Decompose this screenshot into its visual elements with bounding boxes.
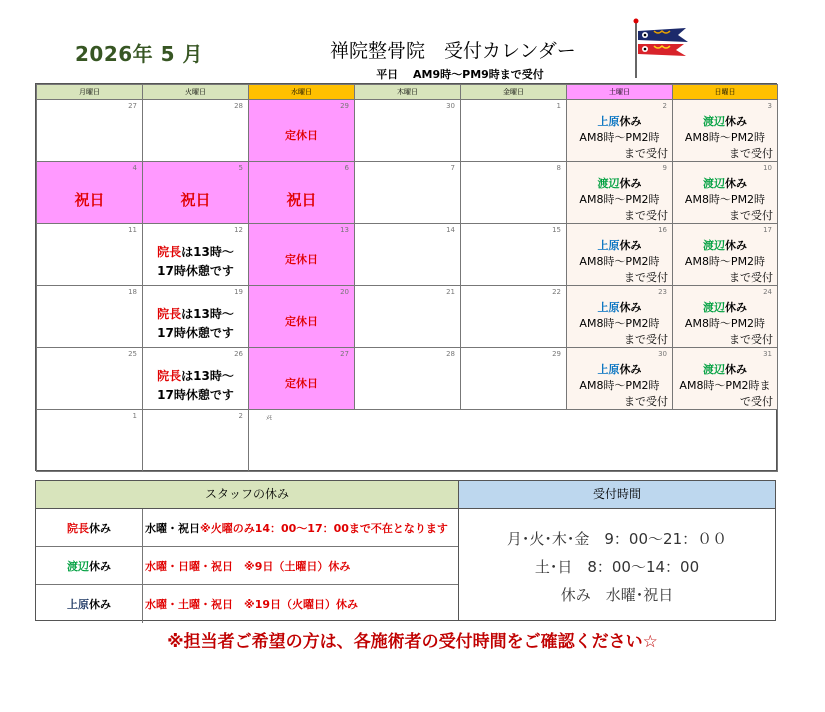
- day-number: 13: [340, 226, 349, 234]
- staff-off-note: [567, 114, 672, 162]
- calendar-week: [37, 286, 778, 348]
- day-cell: [355, 100, 461, 162]
- day-number: 18: [128, 288, 137, 296]
- weekday-header-fri: 金曜日: [461, 85, 567, 100]
- holiday-label: 祝日: [286, 191, 317, 209]
- reception-hours-table: [459, 480, 776, 621]
- day-number: 14: [446, 226, 455, 234]
- director-name: 院長: [157, 245, 182, 259]
- day-cell: [249, 286, 355, 348]
- day-number: 8: [556, 164, 561, 172]
- calendar-week: [37, 410, 778, 472]
- hours-line-weekdays: 月･火･木･金 9：00～21：００: [506, 530, 728, 548]
- day-number: 6: [344, 164, 349, 172]
- day-number: 27: [340, 350, 349, 358]
- day-cell: [355, 286, 461, 348]
- day-number: 29: [552, 350, 561, 358]
- day-number: 25: [128, 350, 137, 358]
- hours-line-weekend: 土･日 8：00～14：00: [534, 558, 700, 576]
- staff-off-note: [567, 238, 672, 286]
- staff-off-suffix: 休み: [619, 239, 642, 252]
- day-number: 17: [763, 226, 772, 234]
- day-cell: [37, 100, 143, 162]
- staff-row: [36, 585, 458, 623]
- reception-until: で受付: [740, 395, 773, 408]
- staff-off-suffix: 休み: [725, 301, 747, 314]
- day-number: 2: [238, 412, 243, 420]
- staff-name: 渡辺: [67, 559, 89, 573]
- reception-hours-body: [459, 509, 775, 609]
- reception-hours: AM8時～PM2時: [684, 131, 766, 144]
- day-cell: [143, 162, 249, 224]
- day-number: 31: [763, 350, 772, 358]
- staff-name: 渡辺: [703, 301, 725, 314]
- staff-row: [36, 547, 458, 585]
- weekday-hours: 平日 AM9時～PM9時まで受付: [376, 68, 544, 81]
- staff-name: 渡辺: [703, 239, 725, 252]
- closed-day-label: 定休日: [285, 253, 318, 266]
- day-cell: [143, 286, 249, 348]
- director-note-line1: は13時～: [181, 307, 234, 321]
- clinic-title: 禅院整骨院 受付カレンダー: [330, 40, 576, 62]
- staff-holidays-table: [35, 480, 459, 621]
- staff-off-days: 水曜・祝日: [145, 521, 200, 535]
- day-number: 28: [234, 102, 243, 110]
- staff-off-note: [673, 114, 777, 162]
- reception-until: まで受付: [624, 209, 668, 222]
- day-cell: [673, 100, 778, 162]
- reception-hours: AM8時～PM2時: [684, 255, 766, 268]
- director-note-line1: は13時～: [181, 245, 234, 259]
- day-cell: [143, 224, 249, 286]
- staff-name: 上原: [597, 115, 620, 128]
- staff-name: 渡辺: [703, 177, 725, 190]
- day-number: 1: [556, 102, 561, 110]
- day-cell: [249, 348, 355, 410]
- reception-hours: AM8時～PM2時: [579, 317, 660, 330]
- day-cell: [567, 162, 673, 224]
- staff-off-suffix: 休み: [89, 559, 111, 573]
- day-cell: [355, 348, 461, 410]
- reception-hours: AM8時～PM2時: [684, 317, 766, 330]
- day-number: 4: [132, 164, 137, 172]
- calendar-week: [37, 348, 778, 410]
- closed-day-label: 定休日: [285, 377, 318, 390]
- closed-day-label: 定休日: [285, 315, 318, 328]
- calendar-week: [37, 100, 778, 162]
- weekday-header-mon: 月曜日: [37, 85, 143, 100]
- staff-off-note: [567, 362, 672, 410]
- staff-off-suffix: 休み: [89, 598, 111, 611]
- reception-until: まで受付: [729, 209, 773, 222]
- day-cell: [567, 348, 673, 410]
- day-cell: [673, 162, 778, 224]
- day-cell: [567, 224, 673, 286]
- director-note-line2: 17時休憩です: [157, 264, 234, 278]
- reception-hours: AM8時～PM2時: [684, 193, 766, 206]
- staff-off-detail: [143, 509, 458, 546]
- day-number: 19: [234, 288, 243, 296]
- memo-label: ﾒﾓ: [266, 415, 273, 422]
- director-note-line1: は13時～: [181, 369, 234, 383]
- staff-off-suffix: 休み: [725, 363, 747, 376]
- day-number: 10: [763, 164, 772, 172]
- day-number: 2: [662, 102, 667, 110]
- staff-name: 上原: [597, 363, 620, 376]
- director-break-note: [143, 305, 248, 343]
- staff-off-suffix: 休み: [725, 115, 747, 128]
- reception-hours-heading: 受付時間: [459, 481, 775, 509]
- director-note-line2: 17時休憩です: [157, 388, 234, 402]
- day-cell: [37, 348, 143, 410]
- director-note-line2: 17時休憩です: [157, 326, 234, 340]
- calendar-week: [37, 162, 778, 224]
- day-cell: [249, 162, 355, 224]
- staff-holidays-heading: スタッフの休み: [36, 481, 458, 509]
- staff-name: 上原: [597, 239, 620, 252]
- director-name: 院長: [157, 307, 182, 321]
- day-cell: [673, 286, 778, 348]
- day-cell: [37, 224, 143, 286]
- staff-off-remark: ※火曜のみ14：00～17：00まで不在となります: [200, 521, 448, 535]
- day-cell: [567, 286, 673, 348]
- day-cell: [673, 224, 778, 286]
- director-name: 院長: [157, 369, 182, 383]
- day-number: 27: [128, 102, 137, 110]
- day-number: 3: [767, 102, 772, 110]
- staff-name-cell: [36, 547, 143, 584]
- day-number: 30: [446, 102, 455, 110]
- staff-off-suffix: 休み: [725, 177, 747, 190]
- calendar-grid: [36, 84, 778, 472]
- staff-name-cell: [36, 509, 143, 546]
- staff-name: 渡辺: [597, 177, 620, 190]
- staff-name: 上原: [597, 301, 620, 314]
- weekday-header-row: [37, 85, 778, 100]
- holiday-label: 祝日: [74, 191, 105, 209]
- day-cell: [461, 348, 567, 410]
- day-number: 7: [450, 164, 455, 172]
- day-number: 15: [552, 226, 561, 234]
- day-number: 20: [340, 288, 349, 296]
- staff-name: 上原: [67, 598, 89, 611]
- reception-hours: AM8時～PM2時ま: [679, 379, 771, 392]
- day-number: 5: [238, 164, 243, 172]
- staff-off-suffix: 休み: [725, 239, 747, 252]
- day-cell: [143, 100, 249, 162]
- staff-off-suffix: 休み: [619, 363, 642, 376]
- staff-row: [36, 509, 458, 547]
- staff-off-suffix: 休み: [619, 177, 642, 190]
- staff-name: 渡辺: [703, 363, 725, 376]
- holiday-label: 祝日: [180, 191, 211, 209]
- day-number: 30: [658, 350, 667, 358]
- staff-off-note: [673, 238, 777, 286]
- day-number: 29: [340, 102, 349, 110]
- staff-off-suffix: 休み: [619, 115, 642, 128]
- day-number: 28: [446, 350, 455, 358]
- reception-until: まで受付: [729, 147, 773, 160]
- day-cell: [355, 162, 461, 224]
- hours-line-closed: 休み 水曜･祝日: [560, 586, 674, 604]
- day-cell: [355, 224, 461, 286]
- reception-hours: AM8時～PM2時: [579, 379, 660, 392]
- staff-name: 渡辺: [703, 115, 725, 128]
- staff-off-suffix: 休み: [89, 521, 111, 535]
- day-number: 23: [658, 288, 667, 296]
- staff-off-note: [567, 300, 672, 348]
- staff-off-note: [673, 300, 777, 348]
- day-number: 1: [132, 412, 137, 420]
- day-number: 22: [552, 288, 561, 296]
- closed-day-label: 定休日: [285, 129, 318, 142]
- calendar-week: [37, 224, 778, 286]
- footer-note: ※担当者ご希望の方は、各施術者の受付時間をご確認ください☆: [167, 632, 658, 652]
- day-number: 26: [234, 350, 243, 358]
- day-cell: [567, 100, 673, 162]
- staff-off-detail: 水曜・日曜・祝日 ※9日（土曜日）休み: [145, 559, 351, 573]
- staff-name-cell: [36, 585, 143, 623]
- day-cell: [143, 410, 249, 472]
- reception-until: まで受付: [729, 271, 773, 284]
- day-number: 9: [662, 164, 667, 172]
- director-break-note: [143, 243, 248, 281]
- reception-until: まで受付: [624, 147, 668, 160]
- day-cell: [37, 162, 143, 224]
- day-cell: [461, 224, 567, 286]
- reception-hours: AM8時～PM2時: [579, 193, 660, 206]
- koinobori-icon: [628, 18, 698, 78]
- weekday-header-sun: 日曜日: [673, 85, 778, 100]
- day-cell: [249, 224, 355, 286]
- weekday-header-thu: 木曜日: [355, 85, 461, 100]
- staff-off-note: [673, 176, 777, 224]
- day-cell: [461, 100, 567, 162]
- day-number: 11: [128, 226, 137, 234]
- staff-off-note: [673, 362, 777, 410]
- weekday-header-sat: 土曜日: [567, 85, 673, 100]
- day-cell: [673, 348, 778, 410]
- day-number: 24: [763, 288, 772, 296]
- staff-off-detail: 水曜・土曜・祝日 ※19日（火曜日）休み: [145, 598, 359, 611]
- reception-hours: AM8時～PM2時: [579, 131, 660, 144]
- reception-hours: AM8時～PM2時: [579, 255, 660, 268]
- weekday-header-tue: 火曜日: [143, 85, 249, 100]
- day-number: 16: [658, 226, 667, 234]
- day-number: 12: [234, 226, 243, 234]
- day-cell: [461, 286, 567, 348]
- staff-name: 院長: [67, 521, 89, 535]
- weekday-header-wed: 水曜日: [249, 85, 355, 100]
- day-cell: [37, 410, 143, 472]
- reception-until: まで受付: [624, 333, 668, 346]
- day-cell: [37, 286, 143, 348]
- day-cell: [249, 100, 355, 162]
- day-cell: [143, 348, 249, 410]
- reception-until: まで受付: [624, 271, 668, 284]
- reception-until: まで受付: [624, 395, 668, 408]
- day-number: 21: [446, 288, 455, 296]
- reception-until: まで受付: [729, 333, 773, 346]
- staff-off-suffix: 休み: [619, 301, 642, 314]
- month-title: 2026年 5 月: [75, 42, 204, 66]
- memo-cell: [249, 410, 778, 472]
- calendar: [35, 83, 777, 471]
- director-break-note: [143, 367, 248, 405]
- staff-off-note: [567, 176, 672, 224]
- day-cell: [461, 162, 567, 224]
